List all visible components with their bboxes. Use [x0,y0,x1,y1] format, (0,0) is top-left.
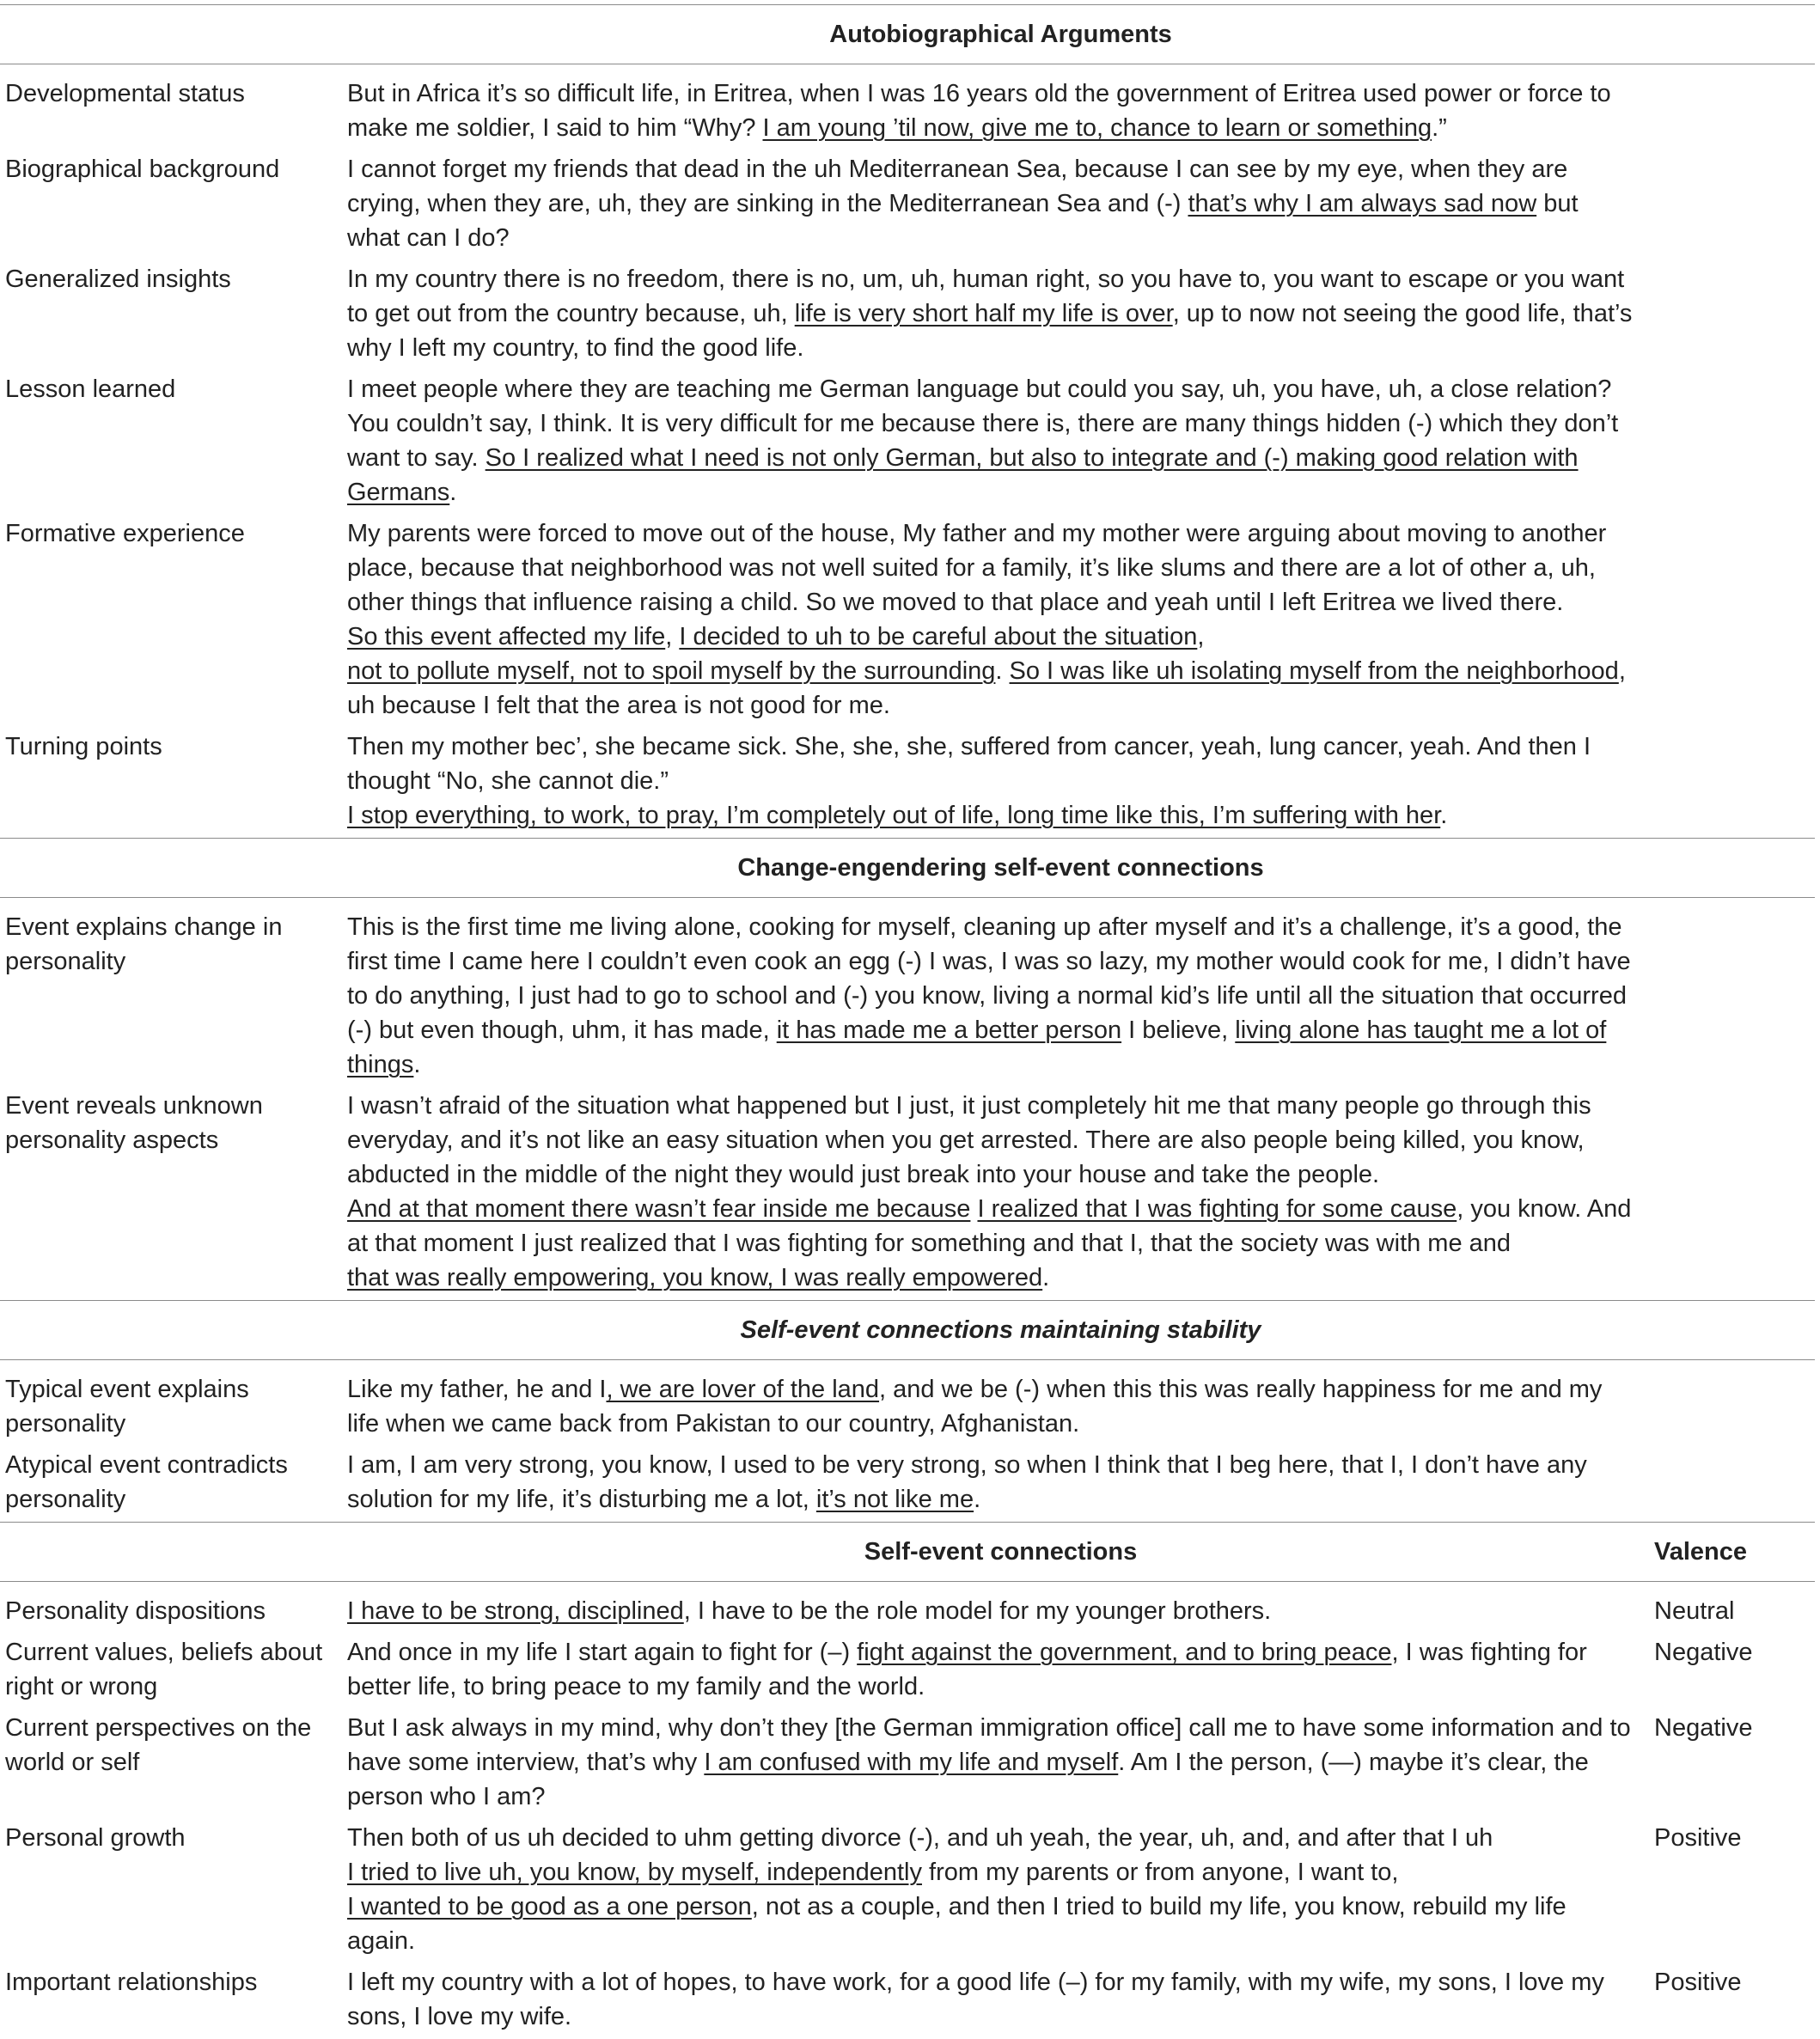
category-label: Formative experience [0,515,347,728]
quote-text [347,1819,1654,1963]
category-label: Generalized insights [0,260,347,370]
text-segment: . [413,1051,420,1078]
text-segment: . [1440,802,1447,829]
section-header-spacer [0,839,347,898]
underlined-phrase: fight against the government, and to bring peace [857,1639,1391,1666]
underlined-phrase: I wanted to be good as a one person [347,1893,752,1920]
valence-value [1654,1446,1815,1523]
quote-text [347,1360,1654,1447]
table-row [0,1446,1815,1523]
valence-value: Negative [1654,1709,1815,1819]
quote-text [347,1582,1654,1634]
text-segment: . [974,1486,980,1513]
text-segment: Like my father, he and I [347,1376,606,1403]
underlined-phrase: I decided to uh to be careful about the situation [679,623,1197,650]
valence-value [1654,150,1815,260]
table-row [0,1819,1815,1963]
table-row [0,728,1815,839]
underlined-phrase: it’s not like me [816,1486,974,1513]
text-segment: . [449,479,456,506]
category-label: Typical event explains personality [0,1360,347,1447]
table-row [0,898,1815,1088]
underlined-phrase: So this event affected my life [347,623,665,650]
valence-value: Negative [1654,1633,1815,1709]
table-body [0,5,1815,2039]
text-segment: , I was fighting for better life, to bring peace to my family and the world. [347,1639,1587,1700]
text-segment: from my parents or from anyone, I want to, [922,1859,1398,1886]
table-row [0,1087,1815,1301]
underlined-phrase: , we are lover of the land [606,1376,879,1403]
text-segment: , and we be (-) when this this was really happiness for me and my life when we came back from Pakistan to our country, Afghanistan. [347,1376,1602,1438]
text-segment: , [1197,623,1204,650]
quote-text [347,370,1654,515]
table-row [0,515,1815,728]
text-segment: , [665,623,679,650]
underlined-phrase: it has made me a better person [777,1016,1121,1044]
category-label: Atypical event contradicts personality [0,1446,347,1523]
table-row [0,260,1815,370]
valence-value [1654,1360,1815,1447]
valence-value [1654,64,1815,151]
valence-value [1654,370,1815,515]
results-table [0,4,1815,2039]
text-segment: But in Africa it’s so difficult life, in Eritrea, when I was 16 years old the government of Eritrea used power or force to make me soldier, I said to him “Why? [347,80,1611,142]
section-header-row [0,5,1815,64]
text-segment: , I have to be the role model for my younger brothers. [684,1597,1271,1625]
category-label: Personality dispositions [0,1582,347,1634]
text-segment: , not as a couple, and then I tried to build my life, you know, rebuild my life again. [347,1893,1567,1955]
table-row [0,1963,1815,2039]
quote-text [347,1963,1654,2039]
text-segment: . [995,657,1009,685]
underlined-phrase: I tried to live uh, you know, by myself, independently [347,1859,922,1886]
quote-text [347,64,1654,151]
text-segment: I am, I am very strong, you know, I used to be very strong, so when I think that I beg here, that I, I don’t have any solution for my life, it’s disturbing me a lot, [347,1451,1587,1513]
quote-text [347,150,1654,260]
category-label: Event explains change in personality [0,898,347,1088]
quote-text [347,1087,1654,1301]
underlined-phrase: living alone has taught me a lot of things [347,1016,1606,1078]
text-segment: , you know. And at that moment I just realized that I was fighting for something and that I, that the society was with me and [347,1195,1631,1257]
text-segment: but what can I do? [347,190,1579,252]
category-label: Turning points [0,728,347,839]
quote-text [347,1633,1654,1709]
underlined-phrase: life is very short half my life is over [795,300,1173,327]
table-row [0,64,1815,151]
category-label: Event reveals unknown personality aspects [0,1087,347,1301]
text-segment: , uh because I felt that the area is not good for me. [347,657,1626,719]
valence-heading: Valence [1654,1523,1815,1582]
underlined-phrase: I am young ’til now, give me to, chance to learn or something [763,114,1432,142]
text-segment: I meet people where they are teaching me German language but could you say, uh, you have, uh, a close relation? You couldn’t say, I think. It is very difficult for me because there is, there are many things hidden (-) which they don’t want to say. [347,375,1618,472]
underlined-phrase: I stop everything, to work, to pray, I’m completely out of life, long time like this, I’m suffering with her [347,802,1440,829]
text-segment: I believe, [1121,1016,1235,1044]
section-header-spacer [1654,839,1815,898]
section-heading: Autobiographical Arguments [347,5,1654,64]
section-header-row [0,839,1815,898]
section-header-spacer [1654,5,1815,64]
section-heading: Change-engendering self-event connections [347,839,1654,898]
category-label: Biographical background [0,150,347,260]
section-header-row [0,1301,1815,1360]
category-label: Lesson learned [0,370,347,515]
text-segment: My parents were forced to move out of the house, My father and my mother were arguing about moving to another place, because that neighborhood was not well suited for a family, it’s like slums and there are a lot of other a, uh, other things that influence raising a child. So we moved to that place and yeah until I left Eritrea we lived there. [347,520,1606,616]
section-header-spacer [0,5,347,64]
section-header-row [0,1523,1815,1582]
text-segment: But I ask always in my mind, why don’t they [the German immigration office] call me to have some information and to have some interview, that’s why [347,1714,1631,1776]
text-segment: And once in my life I start again to fight for (–) [347,1639,857,1666]
quote-text [347,260,1654,370]
underlined-phrase: that was really empowering, you know, I was really empowered [347,1264,1042,1291]
text-segment: . Am I the person, (—) maybe it’s clear, the person who I am? [347,1749,1589,1810]
text-segment: I wasn’t afraid of the situation what happened but I just, it just completely hit me that many people go through this everyday, and it’s not like an easy situation when you get arrested. There are also people being killed, you know, abducted in the middle of the night they would just break into your house and take the people. [347,1092,1591,1188]
underlined-phrase: that’s why I am always sad now [1188,190,1536,217]
quote-text [347,1709,1654,1819]
valence-value [1654,898,1815,1088]
table-row [0,370,1815,515]
underlined-phrase: I have to be strong, disciplined [347,1597,684,1625]
text-segment: .” [1432,114,1447,142]
category-label: Current values, beliefs about right or wrong [0,1633,347,1709]
section-heading: Self-event connections maintaining stability [347,1301,1654,1360]
table-row [0,1633,1815,1709]
section-header-spacer [0,1523,347,1582]
section-header-spacer [0,1301,347,1360]
section-heading: Self-event connections [347,1523,1654,1582]
quote-text [347,515,1654,728]
underlined-phrase: And at that moment there wasn’t fear inside me because [347,1195,970,1223]
text-segment: This is the first time me living alone, cooking for myself, cleaning up after myself and it’s a challenge, it’s a good, the first time I came here I couldn’t even cook an egg (-) I was, I was so lazy, my mother would cook for me, I didn’t have to do anything, I just had to go to school and (-) you know, living a normal kid’s life until all the situation that occurred (-) but even though, uhm, it has made, [347,913,1631,1044]
underlined-phrase: So I realized what I need is not only German, but also to integrate and (-) making good relation with Germans [347,444,1579,506]
text-segment: I left my country with a lot of hopes, to have work, for a good life (–) for my family, with my wife, my sons, I love my sons, I love my wife. [347,1969,1604,2030]
valence-value: Positive [1654,1963,1815,2039]
quote-text [347,728,1654,839]
text-segment: Then both of us uh decided to uhm getting divorce (-), and uh yeah, the year, uh, and, and after that I uh [347,1824,1493,1852]
category-label: Current perspectives on the world or self [0,1709,347,1819]
text-segment: . [1042,1264,1049,1291]
valence-value [1654,1087,1815,1301]
section-header-spacer [1654,1301,1815,1360]
quote-text [347,1446,1654,1523]
category-label: Important relationships [0,1963,347,2039]
valence-value: Neutral [1654,1582,1815,1634]
valence-value [1654,260,1815,370]
underlined-phrase: not to pollute myself, not to spoil myself by the surrounding [347,657,995,685]
valence-value: Positive [1654,1819,1815,1963]
category-label: Developmental status [0,64,347,151]
text-segment: , up to now not seeing the good life, that’s why I left my country, to find the good life. [347,300,1632,362]
text-segment: In my country there is no freedom, there is no, um, uh, human right, so you have to, you want to escape or you want to get out from the country because, uh, [347,266,1624,327]
valence-value [1654,728,1815,839]
text-segment: Then my mother bec’, she became sick. She, she, she, suffered from cancer, yeah, lung cancer, yeah. And then I thought “No, she cannot die.” [347,733,1591,795]
category-label: Personal growth [0,1819,347,1963]
table-row [0,1709,1815,1819]
underlined-phrase: I am confused with my life and myself [704,1749,1118,1776]
underlined-phrase: I realized that I was fighting for some cause [977,1195,1457,1223]
valence-value [1654,515,1815,728]
underlined-phrase: So I was like uh isolating myself from the neighborhood [1010,657,1619,685]
table-row [0,1360,1815,1447]
text-segment: I cannot forget my friends that dead in the uh Mediterranean Sea, because I can see by my eye, when they are crying, when they are, uh, they are sinking in the Mediterranean Sea and (-) [347,156,1567,217]
table-row [0,1582,1815,1634]
table-row [0,150,1815,260]
quote-text [347,898,1654,1088]
